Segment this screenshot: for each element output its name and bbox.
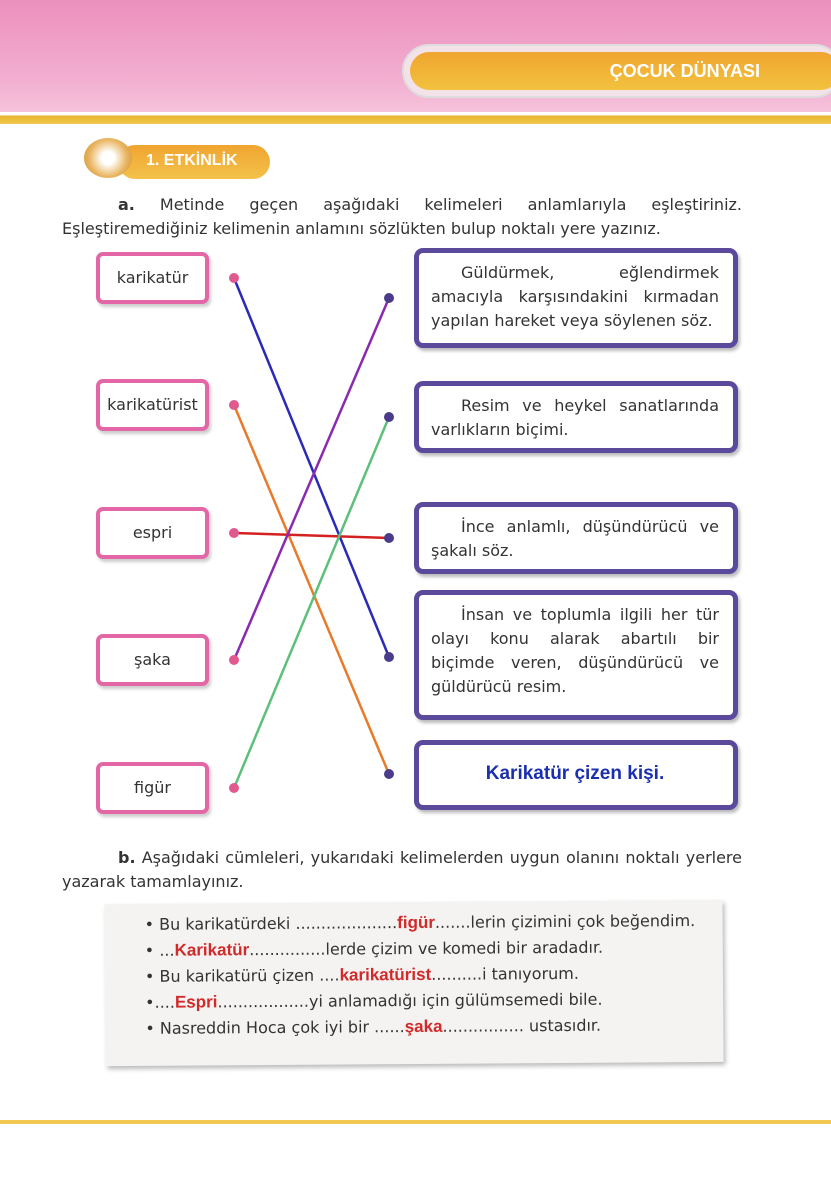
connector-dot[interactable] — [229, 783, 239, 793]
sentence-pre: • Bu karikatürdeki .................... — [144, 913, 398, 934]
sentence-post: ...............lerde çizim ve komedi bir aradadır. — [249, 937, 604, 960]
sentence-pre: • Bu karikatürü çizen .... — [144, 965, 340, 986]
filled-answer[interactable]: Espri — [174, 992, 218, 1012]
sentence-item — [145, 1012, 723, 1042]
filled-answer[interactable]: figür — [397, 912, 435, 933]
word-box[interactable]: figür — [96, 762, 209, 814]
part-a-text: Metinde geçen aşağıdaki kelimeleri anlamlarıyla eşleştiriniz. Eşleştiremediğiniz kelimenin anlamını sözlükten bulup noktalı yere yazınız. — [62, 195, 742, 238]
match-line — [234, 405, 389, 774]
sentence-post: .......lerin çizimini çok beğendim. — [434, 911, 696, 932]
sentence-item — [144, 908, 722, 938]
connector-dot[interactable] — [229, 273, 239, 283]
definition-box[interactable]: Güldürmek, eğlendirmek amacıyla karşısındakini kırmadan yapılan hareket veya söylenen söz. — [414, 248, 738, 348]
connector-dot[interactable] — [229, 528, 239, 538]
sentence-item — [145, 960, 723, 990]
footer-divider — [0, 1120, 831, 1124]
filled-answer[interactable]: karikatürist — [339, 964, 432, 985]
part-b-text: Aşağıdaki cümleleri, yukarıdaki kelimelerden uygun olanını noktalı yerlere yazarak tamamlayınız. — [62, 848, 742, 891]
sentence-pre: • Nasreddin Hoca çok iyi bir ...... — [145, 1017, 405, 1038]
match-line — [234, 533, 389, 538]
handwritten-definition-answer[interactable]: Karikatür çizen kişi. — [414, 740, 738, 810]
fill-in-sentences — [104, 900, 723, 1066]
definition-box[interactable]: İnsan ve toplumla ilgili her tür olayı konu alarak abartılı bir biçimde veren, düşündürücü ve güldürücü resim. — [414, 590, 738, 720]
sentence-pre: • ... — [144, 940, 175, 960]
sentence-post: ..........i tanıyorum. — [431, 963, 579, 984]
sentence-item — [145, 986, 723, 1016]
connector-dot[interactable] — [384, 652, 394, 662]
definition-box[interactable]: İnce anlamlı, düşündürücü ve şakalı söz. — [414, 502, 738, 574]
word-box[interactable]: şaka — [96, 634, 209, 686]
sentence-pre: •.... — [145, 992, 175, 1012]
sentence-post: ................ ustasıdır. — [442, 1015, 602, 1036]
definition-box[interactable]: Resim ve heykel sanatlarında varlıkların biçimi. — [414, 381, 738, 453]
filled-answer[interactable]: Karikatür — [174, 940, 250, 960]
filled-answer[interactable]: şaka — [404, 1016, 443, 1037]
connector-dot[interactable] — [229, 400, 239, 410]
activity-title: 1. ETKİNLİK — [118, 145, 270, 179]
word-box[interactable]: karikatür — [96, 252, 209, 304]
connector-dot[interactable] — [384, 293, 394, 303]
sentence-item — [145, 934, 723, 964]
sentence-post: ..................yi anlamadığı için gülümsemedi bile. — [217, 989, 603, 1012]
connector-dot[interactable] — [384, 769, 394, 779]
word-box[interactable]: espri — [96, 507, 209, 559]
connector-dot[interactable] — [384, 533, 394, 543]
part-a-label: a. — [118, 195, 135, 214]
connector-dot[interactable] — [229, 655, 239, 665]
word-box[interactable]: karikatürist — [96, 379, 209, 431]
part-b-instruction — [62, 846, 742, 894]
connector-dot[interactable] — [384, 412, 394, 422]
section-title: ÇOCUK DÜNYASI — [410, 52, 831, 90]
part-b-label: b. — [118, 848, 136, 867]
